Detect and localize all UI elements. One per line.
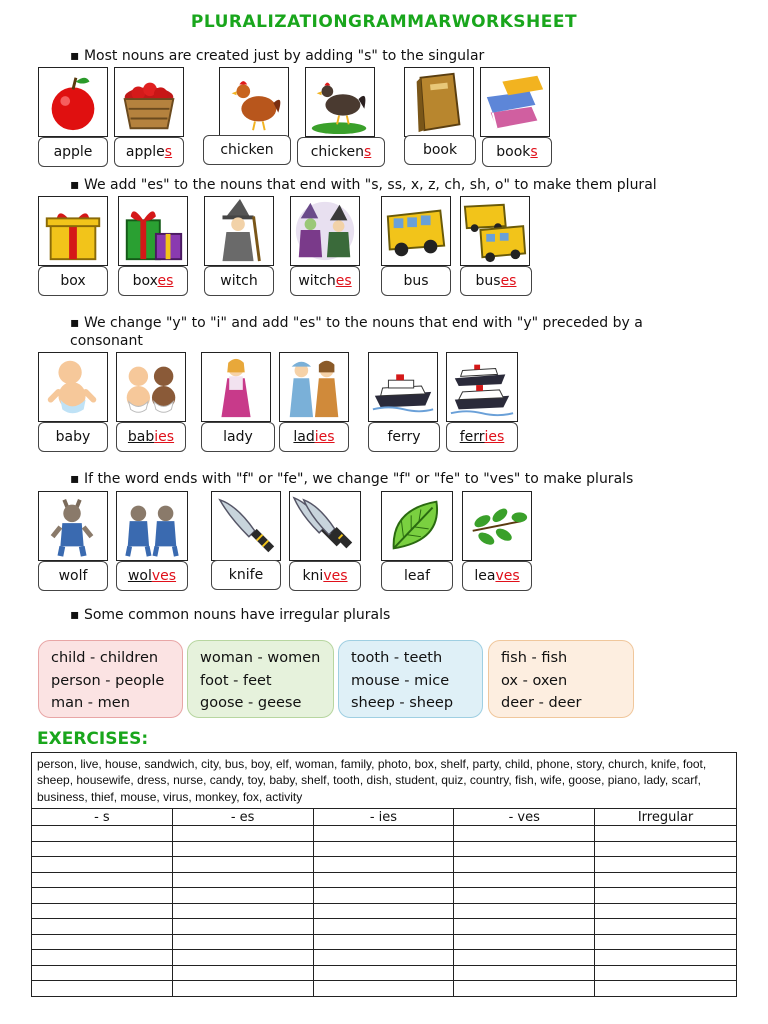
answer-cell[interactable]	[313, 950, 454, 966]
answer-cell[interactable]	[595, 841, 737, 857]
irregular-box-4	[488, 640, 634, 718]
answer-cell[interactable]	[454, 857, 595, 873]
leaf-image	[381, 491, 453, 561]
answer-cell[interactable]	[595, 903, 737, 919]
word-chicken: chicken	[203, 135, 291, 165]
answer-cell[interactable]	[172, 903, 313, 919]
boxes-image	[118, 196, 188, 266]
apple-image	[38, 67, 108, 137]
word-ferries: ferries	[446, 422, 518, 452]
answer-cell[interactable]	[595, 857, 737, 873]
answer-row	[32, 934, 737, 950]
answer-cell[interactable]	[313, 872, 454, 888]
irregular-pair: man - men	[51, 695, 130, 711]
column-header-es: - es	[172, 809, 313, 826]
rule-4: ▪ If the word ends with "f" or "fe", we change "f" or "fe" to "ves" to make plurals	[70, 471, 634, 487]
answer-row	[32, 826, 737, 842]
word-babies: babies	[116, 422, 186, 452]
column-header-ies: - ies	[313, 809, 454, 826]
answer-cell[interactable]	[313, 934, 454, 950]
leaves-image	[462, 491, 532, 561]
answer-cell[interactable]	[454, 981, 595, 997]
buses-image	[460, 196, 530, 266]
word-leaves: leaves	[462, 561, 532, 591]
answer-cell[interactable]	[313, 919, 454, 935]
witch-image	[204, 196, 274, 266]
answer-cell[interactable]	[595, 888, 737, 904]
irregular-pair: person - people	[51, 672, 165, 689]
witches-image	[290, 196, 360, 266]
answer-cell[interactable]	[32, 888, 173, 904]
answer-cell[interactable]	[454, 888, 595, 904]
answer-row	[32, 888, 737, 904]
word-buses: buses	[460, 266, 532, 296]
word-boxes: boxes	[118, 266, 188, 296]
word-box: box	[38, 266, 108, 296]
answer-cell[interactable]	[595, 826, 737, 842]
answer-row	[32, 950, 737, 966]
rule-1: ▪ Most nouns are created just by adding "s" to the singular	[70, 48, 485, 64]
word-wolf: wolf	[38, 561, 108, 591]
ladies-image	[279, 352, 349, 422]
answer-cell[interactable]	[172, 965, 313, 981]
worksheet-title: PLURALIZATIONGRAMMARWORKSHEET	[190, 12, 578, 32]
answer-cell[interactable]	[454, 919, 595, 935]
word-list: person, live, house, sandwich, city, bus, boy, elf, woman, family, photo, box, shelf, party, child, phone, story, church, knife, foot, sheep, housewife, dress, nurse, candy, toy, baby, shelf, tooth, dish, student, quiz, country, fish, wife, goose, piano, lady, scarf, business, thief, mouse, virus, monkey, fox, activity	[32, 753, 737, 809]
rule-3: ▪ We change "y" to "i" and add "es" to the nouns that end with "y" preceded by a consonant	[70, 315, 643, 349]
answer-cell[interactable]	[172, 841, 313, 857]
answer-cell[interactable]	[595, 919, 737, 935]
answer-cell[interactable]	[313, 888, 454, 904]
column-header-ves: - ves	[454, 809, 595, 826]
answer-cell[interactable]	[32, 950, 173, 966]
answer-row	[32, 903, 737, 919]
irregular-box-1	[38, 640, 183, 718]
irregular-box-2	[187, 640, 334, 718]
answer-row	[32, 872, 737, 888]
word-bus: bus	[381, 266, 451, 296]
answer-cell[interactable]	[172, 888, 313, 904]
irregular-pair: goose - geese	[200, 695, 302, 711]
answer-cell[interactable]	[32, 934, 173, 950]
irregular-pair: mouse - mice	[351, 672, 450, 689]
answer-cell[interactable]	[313, 826, 454, 842]
column-header-irregular: Irregular	[595, 809, 737, 826]
answer-cell[interactable]	[32, 965, 173, 981]
answer-cell[interactable]	[32, 841, 173, 857]
irregular-pair: tooth - teeth	[351, 650, 443, 666]
rule-5: ▪ Some common nouns have irregular plurals	[70, 607, 391, 623]
irregular-pair: ox - oxen	[501, 672, 568, 689]
column-header-row	[32, 809, 737, 826]
word-book: book	[404, 135, 476, 165]
word-knives: knives	[289, 561, 361, 591]
ferries-image	[446, 352, 518, 422]
answer-cell[interactable]	[313, 965, 454, 981]
answer-cell[interactable]	[32, 857, 173, 873]
irregular-pair: fish - fish	[501, 650, 568, 666]
answer-cell[interactable]	[454, 903, 595, 919]
answer-cell[interactable]	[454, 841, 595, 857]
wolves-image	[116, 491, 188, 561]
irregular-pair: sheep - sheep	[351, 695, 454, 711]
answer-cell[interactable]	[595, 934, 737, 950]
books-image	[480, 67, 550, 137]
answer-cell[interactable]	[595, 872, 737, 888]
answer-cell[interactable]	[595, 950, 737, 966]
answer-cell[interactable]	[454, 872, 595, 888]
irregular-box-3	[338, 640, 483, 718]
chickens-image	[305, 67, 375, 137]
answer-cell[interactable]	[172, 950, 313, 966]
answer-cell[interactable]	[172, 919, 313, 935]
answer-cell[interactable]	[32, 826, 173, 842]
knife-image	[211, 491, 281, 561]
word-ladies: ladies	[279, 422, 349, 452]
answer-cell[interactable]	[454, 965, 595, 981]
exercises-heading: EXERCISES:	[37, 729, 149, 749]
answer-cell[interactable]	[595, 965, 737, 981]
babies-image	[116, 352, 186, 422]
baby-image	[38, 352, 108, 422]
irregular-pair: deer - deer	[501, 695, 582, 711]
answer-cell[interactable]	[454, 950, 595, 966]
word-wolves: wolves	[116, 561, 188, 591]
answer-cell[interactable]	[172, 934, 313, 950]
word-apple: apple	[38, 137, 108, 167]
answer-cell[interactable]	[32, 872, 173, 888]
answer-cell[interactable]	[454, 826, 595, 842]
ferry-image	[368, 352, 438, 422]
answer-row	[32, 857, 737, 873]
word-baby: baby	[38, 422, 108, 452]
answer-cell[interactable]	[172, 981, 313, 997]
answer-cell[interactable]	[32, 903, 173, 919]
word-ferry: ferry	[368, 422, 440, 452]
answer-row	[32, 965, 737, 981]
irregular-pair: woman - women	[200, 650, 321, 666]
word-leaf: leaf	[381, 561, 453, 591]
answer-cell[interactable]	[313, 841, 454, 857]
irregular-pair: child - children	[51, 650, 159, 666]
rule-2: ▪ We add "es" to the nouns that end with "s, ss, x, z, ch, sh, o" to make them plural	[70, 177, 657, 193]
answer-cell[interactable]	[454, 934, 595, 950]
word-books: books	[482, 137, 552, 167]
answer-cell[interactable]	[172, 872, 313, 888]
word-witches: witches	[290, 266, 360, 296]
answer-cell[interactable]	[313, 981, 454, 997]
word-witch: witch	[204, 266, 274, 296]
answer-cell[interactable]	[172, 826, 313, 842]
column-header-s: - s	[32, 809, 173, 826]
answer-row	[32, 981, 737, 997]
exercise-table	[31, 752, 737, 997]
apples-image	[114, 67, 184, 137]
wolf-image	[38, 491, 108, 561]
irregular-pair: foot - feet	[200, 672, 272, 689]
book-image	[404, 67, 474, 137]
answer-cell[interactable]	[313, 903, 454, 919]
answer-row	[32, 841, 737, 857]
lady-image	[201, 352, 271, 422]
bus-image	[381, 196, 451, 266]
answer-cell[interactable]	[595, 981, 737, 997]
word-apples: apples	[114, 137, 184, 167]
answer-row	[32, 919, 737, 935]
word-chickens: chickens	[297, 137, 385, 167]
answer-cell[interactable]	[32, 919, 173, 935]
box-image	[38, 196, 108, 266]
word-knife: knife	[211, 560, 281, 590]
answer-cell[interactable]	[32, 981, 173, 997]
knives-image	[289, 491, 361, 561]
chicken-image	[219, 67, 289, 137]
answer-cell[interactable]	[313, 857, 454, 873]
answer-cell[interactable]	[172, 857, 313, 873]
word-lady: lady	[201, 422, 275, 452]
